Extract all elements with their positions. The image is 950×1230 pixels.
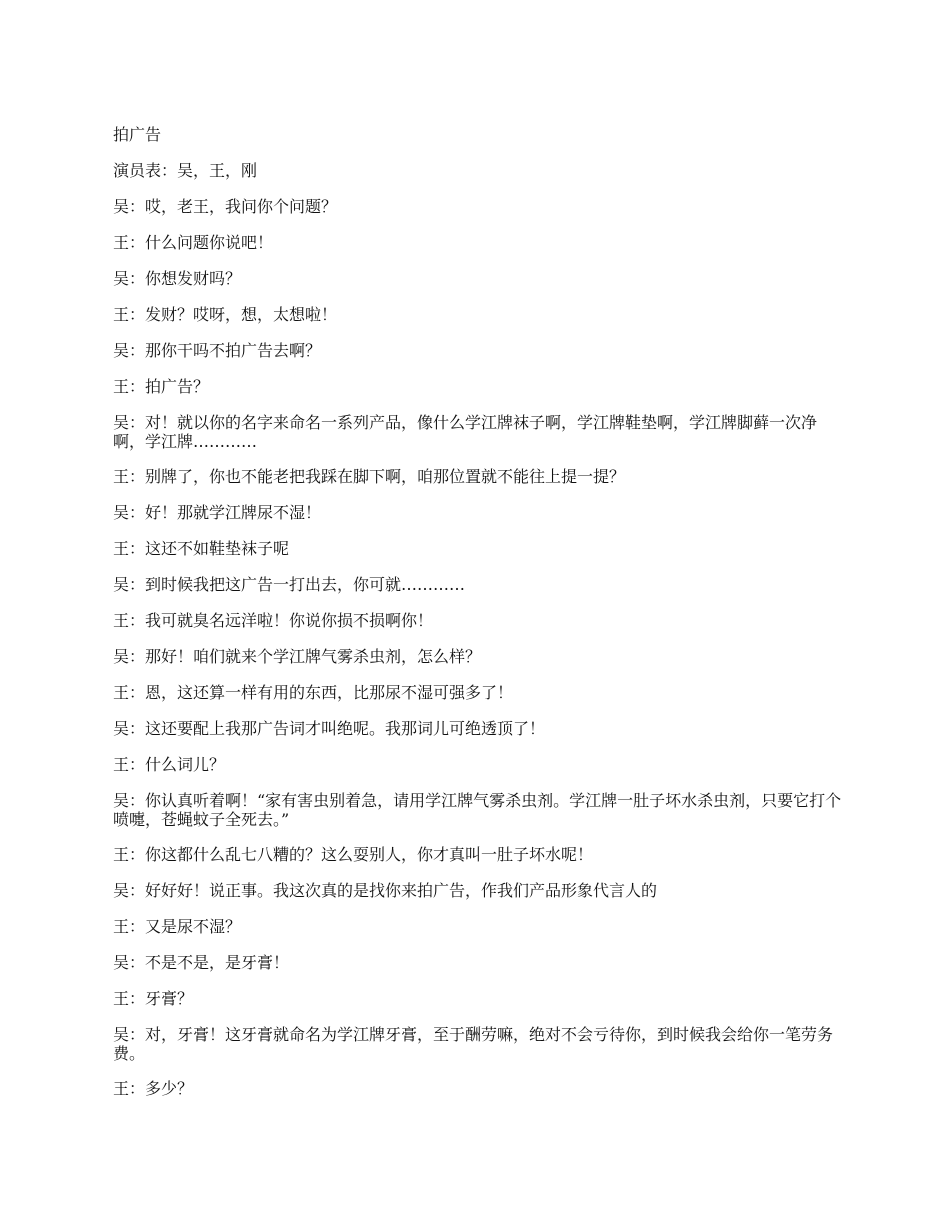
dialogue-line: 吴：那你干吗不拍广告去啊？	[113, 341, 322, 360]
dialogue-line: 王：你这都什么乱七八糟的？这么耍别人，你才真叫一肚子坏水呢！	[113, 845, 594, 864]
dialogue-line: 王：发财？哎呀，想，太想啦！	[113, 305, 338, 324]
dialogue-line: 王：我可就臭名远洋啦！你说你损不损啊你！	[113, 611, 434, 630]
document-page	[113, 125, 843, 1115]
dialogue-line: 王：多少？	[113, 1079, 194, 1098]
dialogue-line: 吴：好好好！说正事。我这次真的是找你来拍广告，作我们产品形象代言人的	[113, 881, 658, 900]
dialogue-line: 王：牙膏？	[113, 989, 194, 1008]
dialogue-line: 吴：对，牙膏！这牙膏就命名为学江牌牙膏，至于酬劳嘛，绝对不会亏待你，到时候我会给你一笔劳务费。	[113, 1025, 834, 1063]
dialogue-line: 王：别牌了，你也不能老把我踩在脚下啊，咱那位置就不能往上提一提？	[113, 467, 626, 486]
cast-list: 演员表：吴，王，刚	[113, 161, 258, 180]
dialogue-line: 吴：到时候我把这广告一打出去，你可就…………	[113, 575, 466, 594]
dialogue-line: 王：恩，这还算一样有用的东西，比那尿不湿可强多了！	[113, 683, 514, 702]
dialogue-line: 吴：不是不是，是牙膏！	[113, 953, 290, 972]
dialogue-line: 王：什么词儿？	[113, 755, 226, 774]
dialogue-line: 吴：好！那就学江牌尿不湿！	[113, 503, 322, 522]
dialogue-line: 吴：你想发财吗？	[113, 269, 242, 288]
dialogue-line: 吴：你认真听着啊！“家有害虫别着急，请用学江牌气雾杀虫剂。学江牌一肚子坏水杀虫剂，只要它打个喷嚏，苍蝇蚊子全死去。”	[113, 791, 842, 829]
dialogue-line: 吴：哎，老王，我问你个问题？	[113, 197, 338, 216]
dialogue-line: 王：拍广告？	[113, 377, 210, 396]
dialogue-line: 王：又是尿不湿？	[113, 917, 242, 936]
dialogue-line: 王：这还不如鞋垫袜子呢	[113, 539, 290, 558]
script-title: 拍广告	[113, 125, 162, 144]
dialogue-line: 吴：对！就以你的名字来命名一系列产品，像什么学江牌袜子啊，学江牌鞋垫啊，学江牌脚藓一次净啊，学江牌…………	[113, 413, 818, 451]
dialogue-line: 吴：那好！咱们就来个学江牌气雾杀虫剂，怎么样？	[113, 647, 482, 666]
dialogue-line: 吴：这还要配上我那广告词才叫绝呢。我那词儿可绝透顶了！	[113, 719, 546, 738]
dialogue-line: 王：什么问题你说吧！	[113, 233, 274, 252]
